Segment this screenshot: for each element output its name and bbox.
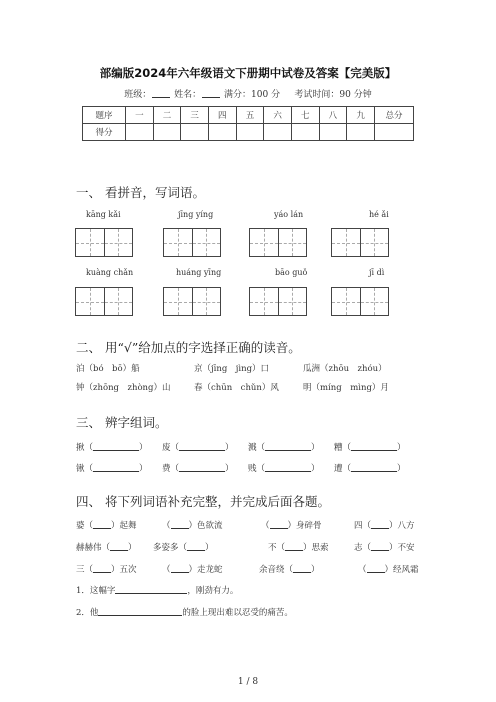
pinyin-label: hé ǎi <box>369 210 389 219</box>
idiom-pre: 志（ <box>354 543 372 553</box>
char-label: 溅 <box>248 443 257 453</box>
writing-grid[interactable] <box>331 228 389 257</box>
answer-blank[interactable] <box>98 607 182 616</box>
idiom-item[interactable] <box>261 519 322 531</box>
idiom-item[interactable] <box>76 519 137 531</box>
writing-grid[interactable] <box>249 228 307 257</box>
answer-blank[interactable] <box>171 564 189 573</box>
answer-blank[interactable] <box>110 542 128 551</box>
idiom-post: ）走龙蛇 <box>188 565 223 575</box>
idiom-post: ） <box>205 543 214 553</box>
pinyin-label: kāng kǎi <box>86 210 121 219</box>
char-label: 揪 <box>76 443 85 453</box>
score-table-cell: 题序 <box>83 107 126 124</box>
idiom-post: ）八方 <box>389 521 415 531</box>
section2-heading: 二、 用“√”给加点的字选择正确的读音。 <box>76 340 301 355</box>
answer-blank[interactable] <box>371 542 389 551</box>
char-label: 糟 <box>334 443 343 453</box>
score-input-cell[interactable] <box>236 124 264 141</box>
writing-grid[interactable] <box>331 287 389 316</box>
score-input-cell[interactable] <box>291 124 319 141</box>
score-table-cell: 七 <box>291 107 319 124</box>
exam-title: 部编版2024年六年级语文下册期中试卷及答案【完美版】 <box>99 66 397 80</box>
writing-grid[interactable] <box>163 287 221 316</box>
answer-blank[interactable] <box>293 564 311 573</box>
exam-time: 考试时间：90 分钟 <box>294 90 372 100</box>
answer-blank[interactable] <box>270 520 288 529</box>
pinyin-label: huáng yīng <box>176 268 222 277</box>
pinyin-label: yáo lán <box>274 210 304 219</box>
idiom-post: ）身碎骨 <box>287 521 322 531</box>
idiom-post: ） <box>311 565 320 575</box>
page-number: 1 / 8 <box>237 677 259 687</box>
answer-blank[interactable] <box>265 442 311 451</box>
idiom-item[interactable] <box>259 563 320 575</box>
pinyin-label: bāo guǒ <box>275 268 308 277</box>
score-table-score-row <box>83 124 414 141</box>
char-label: 费 <box>162 464 171 474</box>
idiom-pre: 不（ <box>268 543 286 553</box>
score-input-cell[interactable] <box>347 124 375 141</box>
answer-blank[interactable] <box>265 463 311 472</box>
question-1 <box>76 584 238 596</box>
q1-suffix: ，刚劲有力。 <box>187 586 239 596</box>
char-label: 遭 <box>334 464 343 474</box>
char-label: 废 <box>162 443 171 453</box>
word-group-item[interactable]: 溅（ ） <box>248 443 320 453</box>
answer-blank[interactable] <box>367 564 385 573</box>
writing-grid[interactable] <box>163 228 221 257</box>
class-blank <box>152 89 170 98</box>
idiom-item[interactable] <box>76 563 137 575</box>
reading-choice[interactable]: 明（míng mìng）月 <box>303 383 389 393</box>
answer-blank[interactable] <box>93 520 111 529</box>
score-table-cell: 四 <box>208 107 236 124</box>
score-table-cell: 三 <box>181 107 209 124</box>
word-group-item[interactable]: 废（ ） <box>162 443 234 453</box>
score-table-cell: 一 <box>126 107 154 124</box>
pinyin-label: kuàng chǎn <box>86 268 134 277</box>
score-input-cell[interactable] <box>319 124 347 141</box>
idiom-item[interactable] <box>162 563 223 575</box>
answer-blank[interactable] <box>351 442 397 451</box>
idiom-post: ）色欲流 <box>188 521 223 531</box>
word-group-item[interactable]: 揪（ ） <box>76 443 148 453</box>
answer-blank[interactable] <box>93 442 139 451</box>
q2-prefix: 2．他 <box>76 608 99 618</box>
q1-prefix: 1．这幅字 <box>76 586 116 596</box>
score-input-cell[interactable] <box>264 124 292 141</box>
section4-heading: 四、 将下列词语补充完整，并完成后面各题。 <box>76 494 330 509</box>
name-blank <box>202 89 220 98</box>
idiom-pre: （ <box>261 521 270 531</box>
score-table-cell: 二 <box>153 107 181 124</box>
idiom-item[interactable] <box>153 541 214 553</box>
score-table-cell: 六 <box>264 107 292 124</box>
answer-blank[interactable] <box>187 542 205 551</box>
score-table-cell: 总分 <box>375 107 414 124</box>
reading-choice[interactable]: 京（jīng jìng）口 <box>194 364 270 374</box>
idiom-pre: （ <box>162 565 171 575</box>
word-group-item[interactable]: 糟（ ） <box>334 443 406 453</box>
answer-blank[interactable] <box>115 585 187 594</box>
pinyin-label: jīng yíng <box>178 210 214 219</box>
word-group-item[interactable]: 费（ ） <box>162 464 234 474</box>
word-group-item[interactable]: 贱（ ） <box>248 464 320 474</box>
score-input-cell[interactable] <box>181 124 209 141</box>
score-row-label: 得分 <box>83 124 126 141</box>
idiom-item[interactable] <box>162 519 223 531</box>
question-2 <box>76 606 293 618</box>
idiom-post: ）经风霜 <box>384 565 419 575</box>
answer-blank[interactable] <box>179 463 225 472</box>
idiom-post: ） <box>128 543 137 553</box>
exam-meta <box>0 87 496 100</box>
score-table-cell: 五 <box>236 107 264 124</box>
char-label: 贱 <box>248 464 257 474</box>
score-input-cell[interactable] <box>153 124 181 141</box>
idiom-pre: （ <box>358 565 367 575</box>
idiom-post: ）思索 <box>303 543 329 553</box>
idiom-post: ）起舞 <box>111 521 137 531</box>
answer-blank[interactable] <box>285 542 303 551</box>
score-table-cell: 九 <box>347 107 375 124</box>
full-score: 满分：100 分 <box>224 90 281 100</box>
idiom-pre: 三（ <box>76 565 94 575</box>
answer-blank[interactable] <box>371 520 389 529</box>
idiom-item[interactable] <box>268 541 329 553</box>
idiom-pre: 婆（ <box>76 521 94 531</box>
idiom-item[interactable] <box>358 563 419 575</box>
writing-grid[interactable] <box>249 287 307 316</box>
idiom-item[interactable] <box>354 519 415 531</box>
section3-heading: 三、 辨字组词。 <box>76 415 168 430</box>
word-group-item[interactable]: 遭（ ） <box>334 464 406 474</box>
q2-suffix: 的脸上现出难以忍受的痛苦。 <box>182 608 293 618</box>
name-label: 姓名： <box>174 90 202 100</box>
section1-heading: 一、 看拼音，写词语。 <box>76 185 205 200</box>
writing-grid[interactable] <box>75 287 133 316</box>
idiom-post: ）五次 <box>111 565 137 575</box>
writing-grid[interactable] <box>75 228 133 257</box>
reading-choice[interactable]: 钟（zhōng zhòng）山 <box>76 383 171 393</box>
score-table-cell: 八 <box>319 107 347 124</box>
score-table-header-row <box>83 107 414 124</box>
char-label: 锹 <box>76 464 85 474</box>
pinyin-label: jī dì <box>369 268 385 277</box>
score-input-cell[interactable] <box>208 124 236 141</box>
class-label: 班级： <box>124 90 152 100</box>
answer-blank[interactable] <box>171 520 189 529</box>
answer-blank[interactable] <box>351 463 397 472</box>
word-group-item[interactable]: 锹（ ） <box>76 464 148 474</box>
idiom-pre: 赫赫伟（ <box>76 543 111 553</box>
score-input-cell[interactable] <box>126 124 154 141</box>
answer-blank[interactable] <box>93 463 139 472</box>
idiom-item[interactable] <box>354 541 415 553</box>
idiom-pre: 余音绕（ <box>259 565 294 575</box>
idiom-post: ）不安 <box>389 543 415 553</box>
idiom-pre: 多姿多（ <box>153 543 188 553</box>
reading-choice[interactable]: 春（chūn chǔn）风 <box>194 383 279 393</box>
answer-blank[interactable] <box>93 564 111 573</box>
reading-choice[interactable]: 泊（bó bō）船 <box>76 364 140 374</box>
score-table <box>82 106 414 141</box>
score-input-cell[interactable] <box>375 124 414 141</box>
reading-choice[interactable]: 瓜洲（zhōu zhóu） <box>303 364 387 374</box>
idiom-pre: （ <box>162 521 171 531</box>
idiom-pre: 四（ <box>354 521 372 531</box>
answer-blank[interactable] <box>179 442 225 451</box>
idiom-item[interactable] <box>76 541 137 553</box>
